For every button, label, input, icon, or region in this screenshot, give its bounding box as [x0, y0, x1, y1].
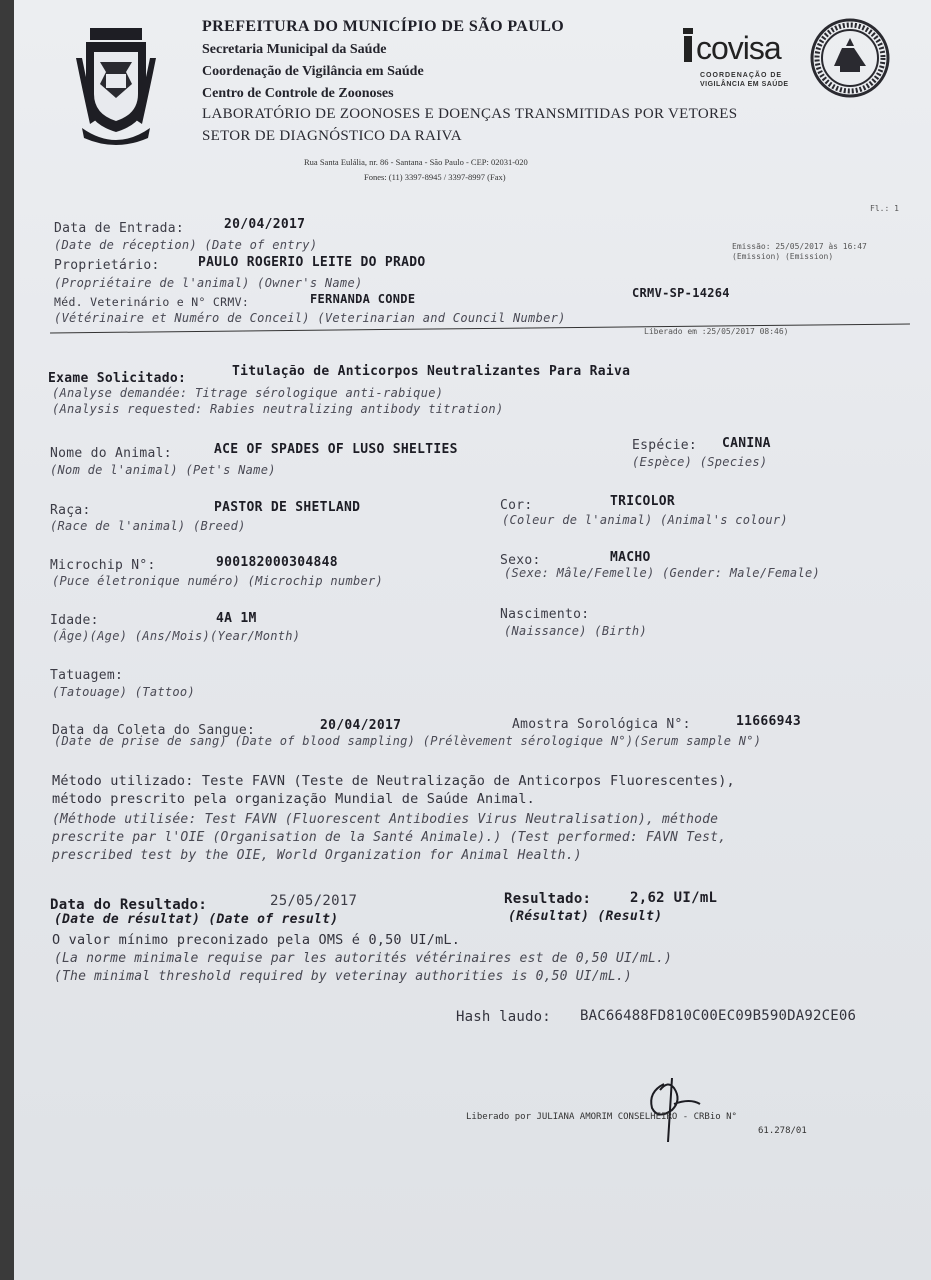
owner-value: PAULO ROGERIO LEITE DO PRADO	[198, 255, 426, 270]
header-address: Rua Santa Eulália, nr. 86 - Santana - São Paulo - CEP: 02031-020	[304, 157, 528, 167]
minimum-value-fr: (La norme minimale requise par les autorités vétérinaires est de 0,50 UI/mL.)	[54, 951, 673, 966]
hash-value: BAC66488FD810C00EC09B590DA92CE06	[580, 1008, 857, 1024]
covisa-mark-dot-icon	[683, 28, 693, 34]
color-translation: (Coleur de l'animal) (Animal's colour)	[502, 513, 788, 527]
age-label: Idade:	[50, 613, 99, 628]
header-prefeitura: PREFEITURA DO MUNICÍPIO DE SÃO PAULO	[202, 18, 565, 35]
sex-value: MACHO	[610, 550, 651, 565]
entry-date-translation: (Date de réception) (Date of entry)	[54, 238, 318, 252]
result-label: Resultado:	[504, 891, 592, 907]
tattoo-label: Tatuagem:	[50, 668, 124, 683]
released-by: Liberado por JULIANA AMORIM CONSELHEIRO - CRBio N°	[466, 1112, 737, 1122]
breed-translation: (Race de l'animal) (Breed)	[50, 519, 246, 533]
animal-name-translation: (Nom de l'animal) (Pet's Name)	[50, 463, 276, 477]
color-value: TRICOLOR	[610, 494, 676, 509]
header-setor: SETOR DE DIAGNÓSTICO DA RAIVA	[202, 128, 462, 144]
emission-timestamp: Emissão: 25/05/2017 às 16:47	[732, 242, 867, 251]
birth-label: Nascimento:	[500, 607, 590, 622]
release-timestamp: Liberado em :25/05/2017 08:46)	[644, 327, 789, 336]
age-translation: (Âge)(Age) (Ans/Mois)(Year/Month)	[52, 629, 301, 643]
result-value: 2,62 UI/mL	[630, 890, 718, 906]
exam-translation-fr: (Analyse demandée: Titrage sérologique anti-rabique)	[52, 386, 444, 400]
emission-translation: (Emission) (Emission)	[732, 252, 834, 261]
owner-translation: (Propriétaire de l'animal) (Owner's Name)	[54, 276, 363, 290]
result-date-value: 25/05/2017	[270, 893, 358, 909]
header-phones: Fones: (11) 3397-8945 / 3397-8997 (Fax)	[364, 172, 506, 182]
exam-translation-en: (Analysis requested: Rabies neutralizing antibody titration)	[52, 402, 504, 416]
signature-mark	[634, 1074, 714, 1144]
method-line-1: Método utilizado: Teste FAVN (Teste de Neutralização de Anticorpos Fluorescentes),	[52, 773, 735, 789]
sex-label: Sexo:	[500, 553, 541, 568]
result-date-label: Data do Resultado:	[50, 897, 208, 913]
microchip-translation: (Puce életronique numéro) (Microchip number)	[52, 574, 384, 588]
method-line-2: método prescrito pela organização Mundial de Saúde Animal.	[52, 791, 536, 807]
entry-date-label: Data de Entrada:	[54, 221, 185, 236]
tattoo-translation: (Tatouage) (Tattoo)	[52, 685, 195, 699]
document-page	[14, 0, 931, 1280]
header-coordenacao: Coordenação de Vigilância em Saúde	[202, 64, 424, 79]
exam-value: Titulação de Anticorpos Neutralizantes Para Raiva	[232, 364, 631, 379]
header-centro: Centro de Controle de Zoonoses	[202, 86, 394, 101]
covisa-subtitle-2: VIGILÂNCIA EM SAÚDE	[700, 81, 789, 88]
vet-translation: (Vétérinaire et Numéro de Conceil) (Veterinarian and Council Number)	[54, 311, 566, 325]
species-translation: (Espèce) (Species)	[632, 455, 768, 469]
species-value: CANINA	[722, 436, 771, 451]
color-label: Cor:	[500, 498, 533, 513]
page-number: Fl.: 1	[870, 204, 899, 213]
birth-translation: (Naissance) (Birth)	[504, 624, 647, 638]
lab-seal-logo	[810, 18, 890, 98]
microchip-value: 900182000304848	[216, 555, 338, 570]
covisa-subtitle-1: COORDENAÇÃO DE	[700, 72, 783, 79]
covisa-mark-icon	[684, 36, 692, 62]
method-line-4: prescrite par l'OIE (Organisation de la Santé Animale).) (Test performed: FAVN Test,	[52, 830, 727, 845]
city-coat-of-arms-logo	[76, 28, 156, 146]
sex-translation: (Sexe: Mâle/Femelle) (Gender: Male/Female)	[504, 566, 821, 580]
blood-collection-value: 20/04/2017	[320, 718, 402, 733]
animal-name-value: ACE OF SPADES OF LUSO SHELTIES	[214, 442, 458, 457]
covisa-wordmark: covisa	[696, 30, 781, 66]
microchip-label: Microchip N°:	[50, 558, 156, 573]
breed-label: Raça:	[50, 503, 91, 518]
owner-label: Proprietário:	[54, 258, 160, 273]
method-line-5: prescribed test by the OIE, World Organization for Animal Health.)	[52, 848, 582, 863]
result-date-translation: (Date de résultat) (Date of result)	[54, 912, 339, 927]
minimum-value-line: O valor mínimo preconizado pela OMS é 0,50 UI/mL.	[52, 932, 461, 948]
header-laboratorio: LABORATÓRIO DE ZOONOSES E DOENÇAS TRANSMITIDAS POR VETORES	[202, 106, 738, 122]
hash-label: Hash laudo:	[456, 1009, 551, 1025]
header-secretaria: Secretaria Municipal da Saúde	[202, 42, 387, 57]
covisa-logo	[682, 28, 802, 94]
vet-value: FERNANDA CONDE	[310, 292, 416, 306]
age-value: 4A 1M	[216, 611, 257, 626]
vet-label: Méd. Veterinário e N° CRMV:	[54, 295, 250, 309]
method-line-3: (Méthode utilisée: Test FAVN (Fluorescent Antibodies Virus Neutralisation), méthode	[52, 812, 719, 827]
serum-sample-value: 11666943	[736, 714, 802, 729]
exam-label: Exame Solicitado:	[48, 371, 187, 386]
result-translation: (Résultat) (Result)	[508, 909, 663, 924]
sample-translation: (Date de prise de sang) (Date of blood sampling) (Prélèvement sérologique N°)(Serum sample N°)	[54, 734, 762, 748]
entry-date-value: 20/04/2017	[224, 217, 306, 232]
minimum-value-en: (The minimal threshold required by veterinay authorities is 0,50 UI/mL.)	[54, 969, 632, 984]
serum-sample-label: Amostra Sorológica N°:	[512, 717, 691, 732]
species-label: Espécie:	[632, 438, 698, 453]
blood-collection-label: Data da Coleta do Sangue:	[52, 723, 256, 738]
animal-name-label: Nome do Animal:	[50, 446, 172, 461]
crbio-number: 61.278/01	[758, 1126, 807, 1136]
breed-value: PASTOR DE SHETLAND	[214, 500, 361, 515]
vet-crmv: CRMV-SP-14264	[632, 286, 730, 300]
